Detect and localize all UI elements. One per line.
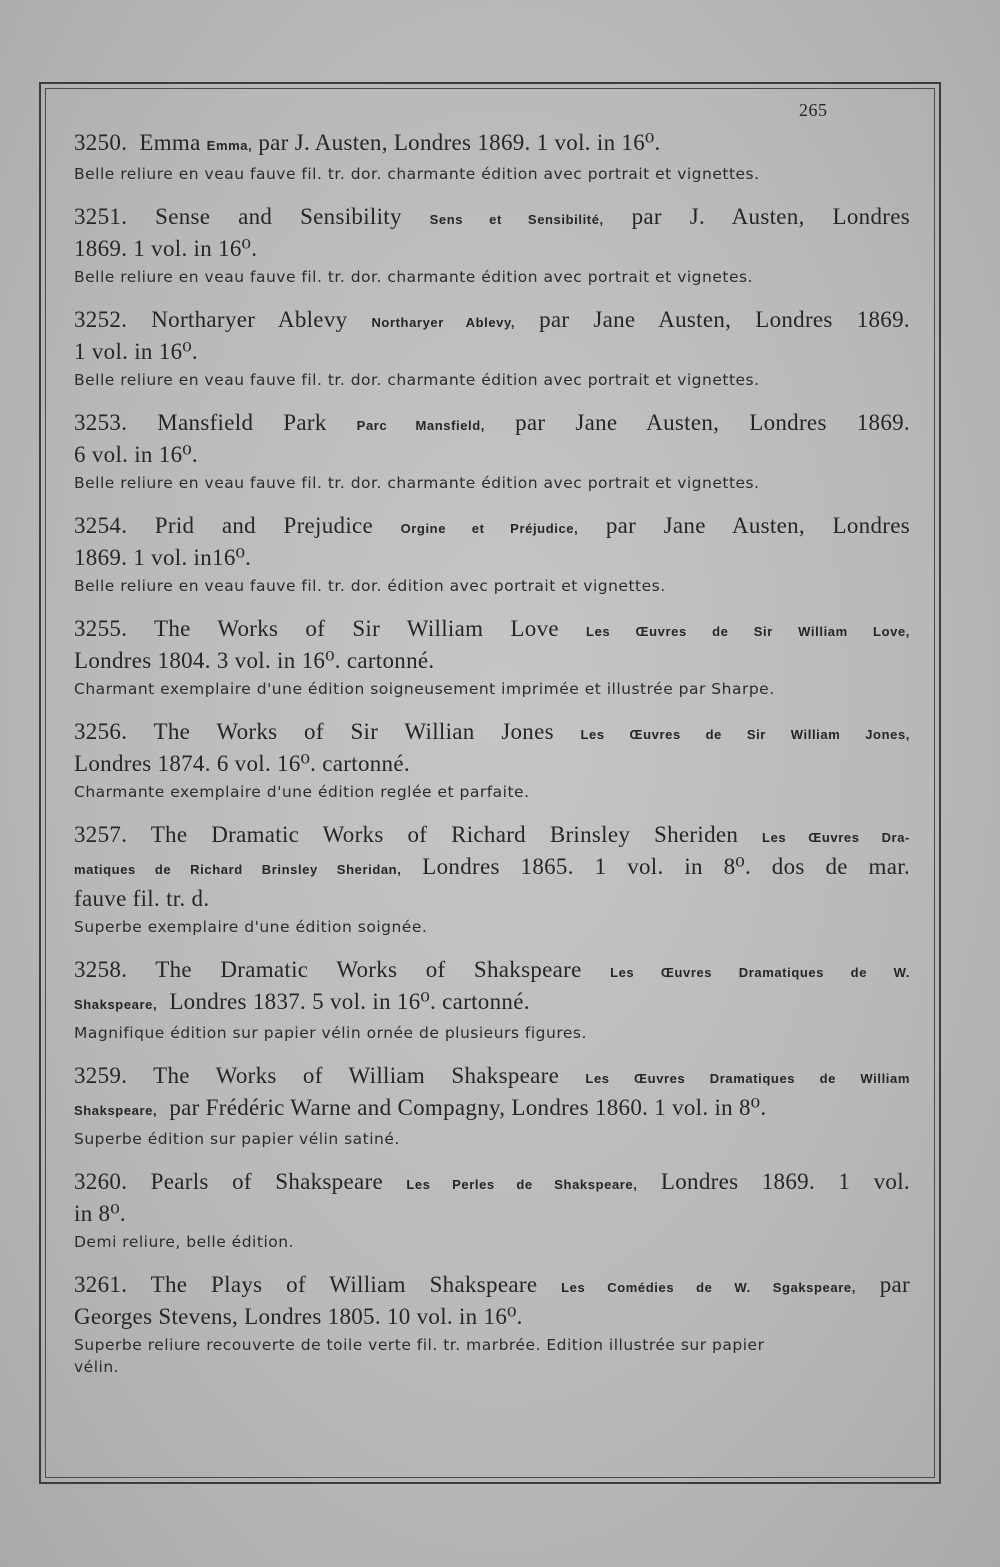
entry-details-line: in 8⁰.	[74, 1201, 126, 1226]
entry-details: par Frédéric Warne and Compagny, Londres 1860. 1 vol. in 8⁰.	[169, 1095, 767, 1120]
entry-details: par J. Austen, Londres 1869. 1 vol. in 16⁰.	[258, 130, 661, 155]
catalogue-entry	[74, 1061, 910, 1150]
entry-title-en: Sense and Sensibility	[155, 204, 402, 229]
entry-details-line: 6 vol. in 16⁰.	[74, 442, 198, 467]
entry-details-line: Londres 1874. 6 vol. 16⁰. cartonné.	[74, 751, 410, 776]
entry-description: Belle reliure en veau fauve fil. tr. dor. charmante édition avec portrait et vignettes.	[74, 474, 760, 492]
entry-details-line: Londres 1804. 3 vol. in 16⁰. cartonné.	[74, 648, 435, 673]
entry-title-fr: Les Œuvres de Sir William Love,	[586, 624, 911, 639]
entry-description: Magnifique édition sur papier vélin ornée de plusieurs figures.	[74, 1024, 587, 1042]
entry-number: 3253.	[74, 410, 128, 435]
catalogue-entry	[74, 717, 910, 803]
entry-description-continued: vélin.	[74, 1358, 120, 1376]
entry-details-line: 1869. 1 vol. in 16⁰.	[74, 236, 258, 261]
entry-details: par Jane Austen, Londres 1869.	[515, 410, 910, 435]
entry-details: par Jane Austen, Londres 1869.	[539, 307, 910, 332]
entry-title-fr: Les Œuvres Dramatiques de W.	[610, 965, 910, 980]
entry-description: Superbe exemplaire d'une édition soignée.	[74, 918, 428, 936]
entry-number: 3257.	[74, 822, 128, 847]
entry-number: 3251.	[74, 204, 128, 229]
entry-title-en: The Works of Sir William Love	[153, 616, 559, 641]
entry-title-en: Northaryer Ablevy	[151, 307, 348, 332]
entry-title-fr-continued: Shakspeare,	[74, 997, 158, 1012]
entry-number: 3259.	[74, 1063, 128, 1088]
entry-title-en: The Dramatic Works of Richard Brinsley Sheriden	[150, 822, 739, 847]
entry-details-line: 1 vol. in 16⁰.	[74, 339, 198, 364]
entry-title-en: Mansfield Park	[157, 410, 327, 435]
catalogue-entries	[74, 128, 910, 1378]
entry-description: Belle reliure en veau fauve fil. tr. dor. édition avec portrait et vignettes.	[74, 577, 666, 595]
page-number: 265	[799, 100, 828, 120]
entry-title-fr: Les Perles de Shakspeare,	[406, 1177, 638, 1192]
entry-description: Superbe édition sur papier vélin satiné.	[74, 1130, 400, 1148]
entry-details-line: Georges Stevens, Londres 1805. 10 vol. in 16⁰.	[74, 1304, 523, 1329]
entry-title-fr-continued: matiques de Richard Brinsley Sheridan,	[74, 862, 402, 877]
entry-details-line: 1869. 1 vol. in16⁰.	[74, 545, 252, 570]
entry-title-fr: Les Comédies de W. Sgakspeare,	[561, 1280, 856, 1295]
entry-number: 3256.	[74, 719, 128, 744]
entry-title-en: The Plays of William Shakspeare	[150, 1272, 538, 1297]
entry-number: 3254.	[74, 513, 128, 538]
catalogue-entry	[74, 820, 910, 938]
entry-title-en: Emma	[139, 130, 201, 155]
catalogue-entry	[74, 511, 910, 597]
catalogue-entry	[74, 1270, 910, 1378]
entry-number: 3250.	[74, 130, 128, 155]
entry-details: par Jane Austen, Londres	[605, 513, 910, 538]
entry-details-line: fauve fil. tr. d.	[74, 886, 210, 911]
entry-title-fr: Les Œuvres Dra-	[762, 830, 910, 845]
entry-details: Londres 1869. 1 vol.	[660, 1169, 910, 1194]
entry-description: Belle reliure en veau fauve fil. tr. dor. charmante édition avec portrait et vignettes.	[74, 371, 760, 389]
entry-details: Londres 1865. 1 vol. in 8⁰. dos de mar.	[422, 854, 911, 879]
entry-title-en: The Works of Sir Willian Jones	[153, 719, 554, 744]
entry-description: Belle reliure en veau fauve fil. tr. dor. charmante édition avec portrait et vignetes.	[74, 268, 753, 286]
catalogue-entry	[74, 955, 910, 1044]
entry-number: 3260.	[74, 1169, 128, 1194]
entry-number: 3252.	[74, 307, 128, 332]
entry-number: 3255.	[74, 616, 128, 641]
entry-title-en: Pearls of Shakspeare	[150, 1169, 383, 1194]
entry-description: Superbe reliure recouverte de toile verte fil. tr. marbrée. Edition illustrée sur papier	[74, 1336, 765, 1354]
catalogue-entry	[74, 305, 910, 391]
entry-title-fr: Parc Mansfield,	[356, 418, 486, 433]
catalogue-entry	[74, 1167, 910, 1253]
entry-description: Demi reliure, belle édition.	[74, 1233, 294, 1251]
entry-title-en: Prid and Prejudice	[154, 513, 374, 538]
entry-number: 3258.	[74, 957, 128, 982]
catalogue-entry	[74, 202, 910, 288]
entry-title-fr-continued: Shakspeare,	[74, 1103, 158, 1118]
entry-description: Charmant exemplaire d'une édition soigneusement imprimée et illustrée par Sharpe.	[74, 680, 775, 698]
entry-title-fr: Northaryer Ablevy,	[371, 315, 516, 330]
catalogue-entry	[74, 128, 910, 185]
entry-description: Charmante exemplaire d'une édition reglée et parfaite.	[74, 783, 530, 801]
entry-title-fr: Les Œuvres Dramatiques de William	[585, 1071, 910, 1086]
entry-title-fr: Orgine et Préjudice,	[400, 521, 579, 536]
catalogue-entry	[74, 614, 910, 700]
entry-title-fr: Les Œuvres de Sir William Jones,	[580, 727, 910, 742]
entry-details: Londres 1837. 5 vol. in 16⁰. cartonné.	[169, 989, 530, 1014]
entry-description: Belle reliure en veau fauve fil. tr. dor. charmante édition avec portrait et vignettes.	[74, 165, 760, 183]
entry-details: par	[879, 1272, 910, 1297]
entry-number: 3261.	[74, 1272, 128, 1297]
entry-title-fr: Sens et Sensibilité,	[429, 212, 604, 227]
entry-title-fr: Emma,	[206, 138, 253, 153]
entry-title-en: The Works of William Shakspeare	[153, 1063, 560, 1088]
entry-details: par J. Austen, Londres	[631, 204, 910, 229]
entry-title-en: The Dramatic Works of Shakspeare	[155, 957, 582, 982]
catalogue-entry	[74, 408, 910, 494]
